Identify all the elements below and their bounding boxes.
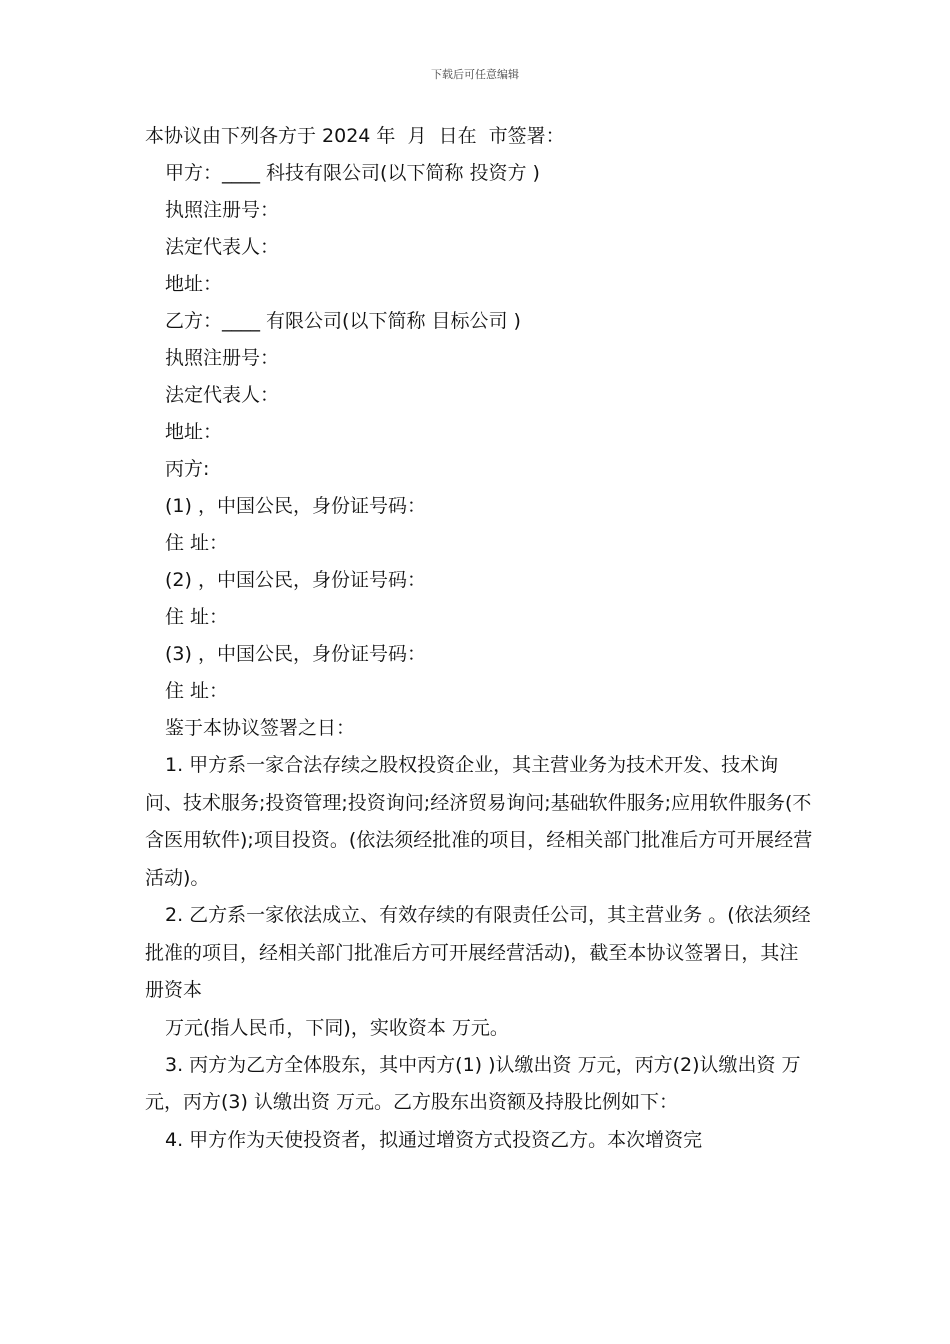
clause-4-paragraph: 4. 甲方作为天使投资者，拟通过增资方式投资乙方。本次增资完	[165, 1128, 703, 1151]
clause-2-continuation: 万元(指人民币，下同)，实收资本 万元。	[165, 1016, 509, 1039]
clause-3-paragraph: 3. 丙方为乙方全体股东，其中丙方(1) )认缴出资 万元，丙方(2)认缴出资 万元，丙方(3) 认缴出资 万元。乙方股东出资额及持股比例如下：	[145, 1053, 801, 1113]
party-b-line: 乙方：____ 有限公司(以下简称 目标公司 )	[165, 310, 521, 332]
party-a-license-line: 执照注册号：	[165, 199, 280, 221]
party-c-3-id-line: (3) ，中国公民，身份证号码：	[165, 643, 426, 665]
party-b-license-line: 执照注册号：	[165, 347, 280, 369]
party-c-2-id-line: (2) ，中国公民，身份证号码：	[165, 569, 426, 591]
party-b-address-line: 地址：	[165, 421, 223, 443]
party-b-representative-line: 法定代表人：	[165, 384, 280, 406]
party-c-line: 丙方:	[165, 458, 210, 480]
party-c-1-address-line: 住 址：	[165, 532, 229, 554]
party-c-2-address-line: 住 址：	[165, 606, 229, 628]
party-a-representative-line: 法定代表人：	[165, 236, 280, 258]
party-a-line: 甲方：____ 科技有限公司(以下简称 投资方 )	[165, 162, 540, 184]
party-c-1-id-line: (1) ，中国公民，身份证号码：	[165, 495, 426, 517]
clause-2-paragraph: 2. 乙方系一家依法成立、有效存续的有限责任公司，其主营业务 。(依法须经批准的项目，经相关部门批准后方可开展经营活动)，截至本协议签署日，其注册资本	[145, 904, 811, 1001]
clause-1-paragraph: 1. 甲方系一家合法存续之股权投资企业，其主营业务为技术开发、技术询问、技术服务;投资管理;投资询问;经济贸易询问;基础软件服务;应用软件服务(不含医用软件);项目投资。(依法须经批准的项目，经相关部门批准后方可开展经营活动)。	[145, 754, 813, 889]
document-body	[145, 118, 815, 1159]
page-header: 下载后可任意编辑	[431, 68, 519, 81]
party-a-address-line: 地址：	[165, 273, 223, 295]
whereas-line: 鉴于本协议签署之日：	[165, 717, 356, 739]
party-c-3-address-line: 住 址：	[165, 680, 229, 702]
intro-line: 本协议由下列各方于 2024 年 月 日在 市签署：	[145, 125, 565, 147]
